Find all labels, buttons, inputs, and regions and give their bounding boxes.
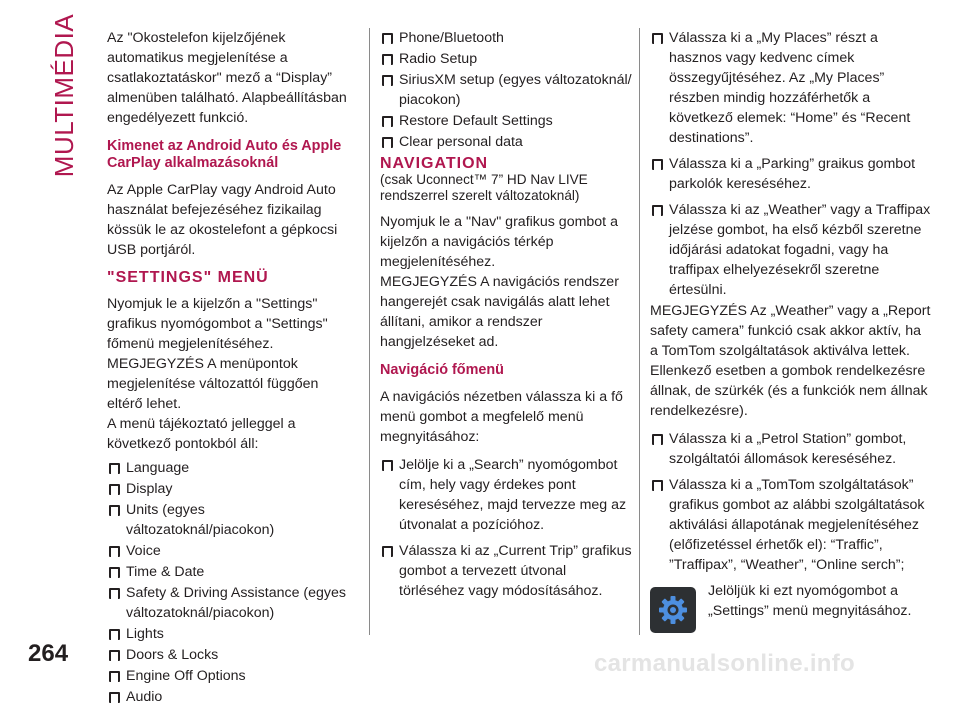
side-label-text: MULTIMÉDIA [49, 13, 80, 177]
list-item [650, 28, 932, 148]
list-item [380, 28, 632, 48]
list-item [107, 541, 357, 561]
list-item-label: Restore Default Settings [399, 113, 553, 129]
list-item-label: Units (egyes változatoknál/piacokon) [126, 502, 275, 538]
watermark: carmanualsonline.info [594, 650, 856, 677]
settings-paragraph-2: A menü tájékoztató jelleggel a következő pontokból áll: [107, 416, 296, 452]
checkbox-bullet-icon [652, 434, 663, 445]
checkbox-bullet-icon [109, 484, 120, 495]
checkbox-bullet-icon [652, 480, 663, 491]
checkbox-bullet-icon [382, 460, 393, 471]
navigation-heading: NAVIGATION [380, 155, 489, 172]
list-item-label: Lights [126, 626, 164, 642]
checkbox-bullet-icon [109, 692, 120, 703]
list-item-label: Válassza ki az „Weather” vagy a Traffipax jelzése gombot, ha első kézből szeretne időjárási adatokat fogadni, vagy ha traffipax elhelyezésekről szeretne értesülni. [669, 202, 931, 298]
list-item-label: Safety & Driving Assistance (egyes változatoknál/piacokon) [126, 585, 347, 621]
settings-menu-heading: "SETTINGS" MENÜ [107, 269, 269, 286]
intro-paragraph: Az "Okostelefon kijelzőjének automatikus megjelenítése a csatlakoztatáskor" mező a “Display” almenüben található. Alapbeállításban engedélyezett funkció. [107, 30, 347, 126]
list-item [107, 687, 357, 707]
list-item-label: Clear personal data [399, 134, 523, 150]
list-item-label: Válassza ki az „Current Trip” grafikus gombot a tervezett útvonal törléséhez vagy módosításához. [399, 543, 632, 599]
list-item-label: Engine Off Options [126, 668, 246, 684]
checkbox-bullet-icon [109, 650, 120, 661]
checkbox-bullet-icon [652, 205, 663, 216]
list-item [107, 645, 357, 665]
list-item [107, 500, 357, 540]
column-divider [369, 28, 370, 635]
list-item-label: Válassza ki a „My Places” részt a hasznos vagy kedvenc címek összegyűjtéséhez. Az „My Places” részben mindig hozzáférhetők a következő elemek: “Home” és “Recent destinations”. [669, 30, 911, 146]
column-1 [107, 28, 357, 708]
list-item [650, 429, 932, 469]
list-item [107, 479, 357, 499]
checkbox-bullet-icon [109, 546, 120, 557]
kimenet-heading: Kimenet az Android Auto és Apple CarPlay alkalmazásoknál [107, 138, 342, 171]
settings-button-explanation [650, 581, 932, 631]
list-item [380, 49, 632, 69]
list-item-label: Language [126, 460, 190, 476]
checkbox-bullet-icon [109, 463, 120, 474]
list-item-label: Válassza ki a „TomTom szolgáltatások” grafikus gombot az alábbi szolgáltatások aktiválási állapotának megjelenítéséhez (előfizetéssel érhetők el): “Traffic”, ”Traffipax”, “Weather”, “Online serch”; [669, 477, 925, 573]
column-3 [650, 28, 932, 631]
section-side-label [49, 13, 80, 177]
navigation-main-menu-paragraph: A navigációs nézetben válassza ki a fő menü gombot a megfelelő menü megnyitásához: [380, 389, 623, 445]
navigation-paragraph: Nyomjuk le a "Nav" grafikus gombot a kijelzőn a navigációs térkép megjelenítéséhez. [380, 214, 618, 270]
list-item-label: SiriusXM setup (egyes változatoknál/ piacokon) [399, 72, 632, 108]
list-item [650, 475, 932, 575]
list-item [107, 666, 357, 686]
checkbox-bullet-icon [652, 159, 663, 170]
checkbox-bullet-icon [109, 588, 120, 599]
list-item [380, 111, 632, 131]
list-item [650, 200, 932, 300]
checkbox-bullet-icon [109, 505, 120, 516]
settings-button-text: Jelöljük ki ezt nyomógombot a „Settings” menü megnyitásához. [708, 583, 912, 619]
list-item [107, 624, 357, 644]
list-item-label: Doors & Locks [126, 647, 219, 663]
checkbox-bullet-icon [382, 116, 393, 127]
kimenet-paragraph: Az Apple CarPlay vagy Android Auto használat befejezéséhez fizikailag kössük le az okostelefont a gépkocsi USB portjáról. [107, 182, 338, 258]
checkbox-bullet-icon [382, 137, 393, 148]
settings-note: MEGJEGYZÉS A menüpontok megjelenítése változattól függően eltérő lehet. [107, 356, 319, 412]
checkbox-bullet-icon [109, 629, 120, 640]
list-item-label: Jelölje ki a „Search” nyomógombot cím, hely vagy érdekes pont kereséséhez, majd tervezze meg az útvonalat a pozícióhoz. [399, 457, 627, 533]
gear-icon [650, 587, 696, 633]
column-2 [380, 28, 632, 607]
list-item-label: Phone/Bluetooth [399, 30, 504, 46]
checkbox-bullet-icon [382, 75, 393, 86]
list-item [107, 583, 357, 623]
page-number: 264 [28, 640, 69, 667]
checkbox-bullet-icon [382, 54, 393, 65]
checkbox-bullet-icon [652, 33, 663, 44]
checkbox-bullet-icon [382, 33, 393, 44]
list-item-label: Válassza ki a „Petrol Station” gombot, szolgáltatói állomások kereséséhez. [669, 431, 907, 467]
weather-note: MEGJEGYZÉS Az „Weather” vagy a „Report safety camera” funkció csak akkor aktív, ha a TomTom szolgáltatások aktiválva lettek. Ellenkező esetben a gombok rendelkezésre állnak, de szürkék (és a funkciók nem állnak rendelkezésre). [650, 303, 931, 419]
checkbox-bullet-icon [109, 567, 120, 578]
column-divider [639, 28, 640, 635]
list-item-label: Radio Setup [399, 51, 478, 67]
navigation-note: MEGJEGYZÉS A navigációs rendszer hangerejét csak navigálás alatt lehet állítani, amikor a rendszer hangjelzéseket ad. [380, 274, 619, 350]
list-item [380, 132, 632, 152]
list-item [380, 70, 632, 110]
list-item-label: Audio [126, 689, 163, 705]
list-item [650, 154, 932, 194]
checkbox-bullet-icon [382, 546, 393, 557]
list-item-label: Válassza ki a „Parking” graikus gombot parkolók kereséséhez. [669, 156, 916, 192]
list-item-label: Voice [126, 543, 161, 559]
list-item-label: Time & Date [126, 564, 205, 580]
list-item [380, 455, 632, 535]
navigation-subtitle: (csak Uconnect™ 7” HD Nav LIVE rendszerrel szerelt változatoknál) [380, 172, 588, 203]
navigation-main-menu-heading: Navigáció főmenü [380, 362, 504, 378]
list-item-label: Display [126, 481, 173, 497]
checkbox-bullet-icon [109, 671, 120, 682]
settings-paragraph: Nyomjuk le a kijelzőn a "Settings" grafikus nyomógombot a "Settings" főmenü megjelenítéséhez. [107, 296, 328, 352]
list-item [107, 562, 357, 582]
list-item [107, 458, 357, 478]
list-item [380, 541, 632, 601]
